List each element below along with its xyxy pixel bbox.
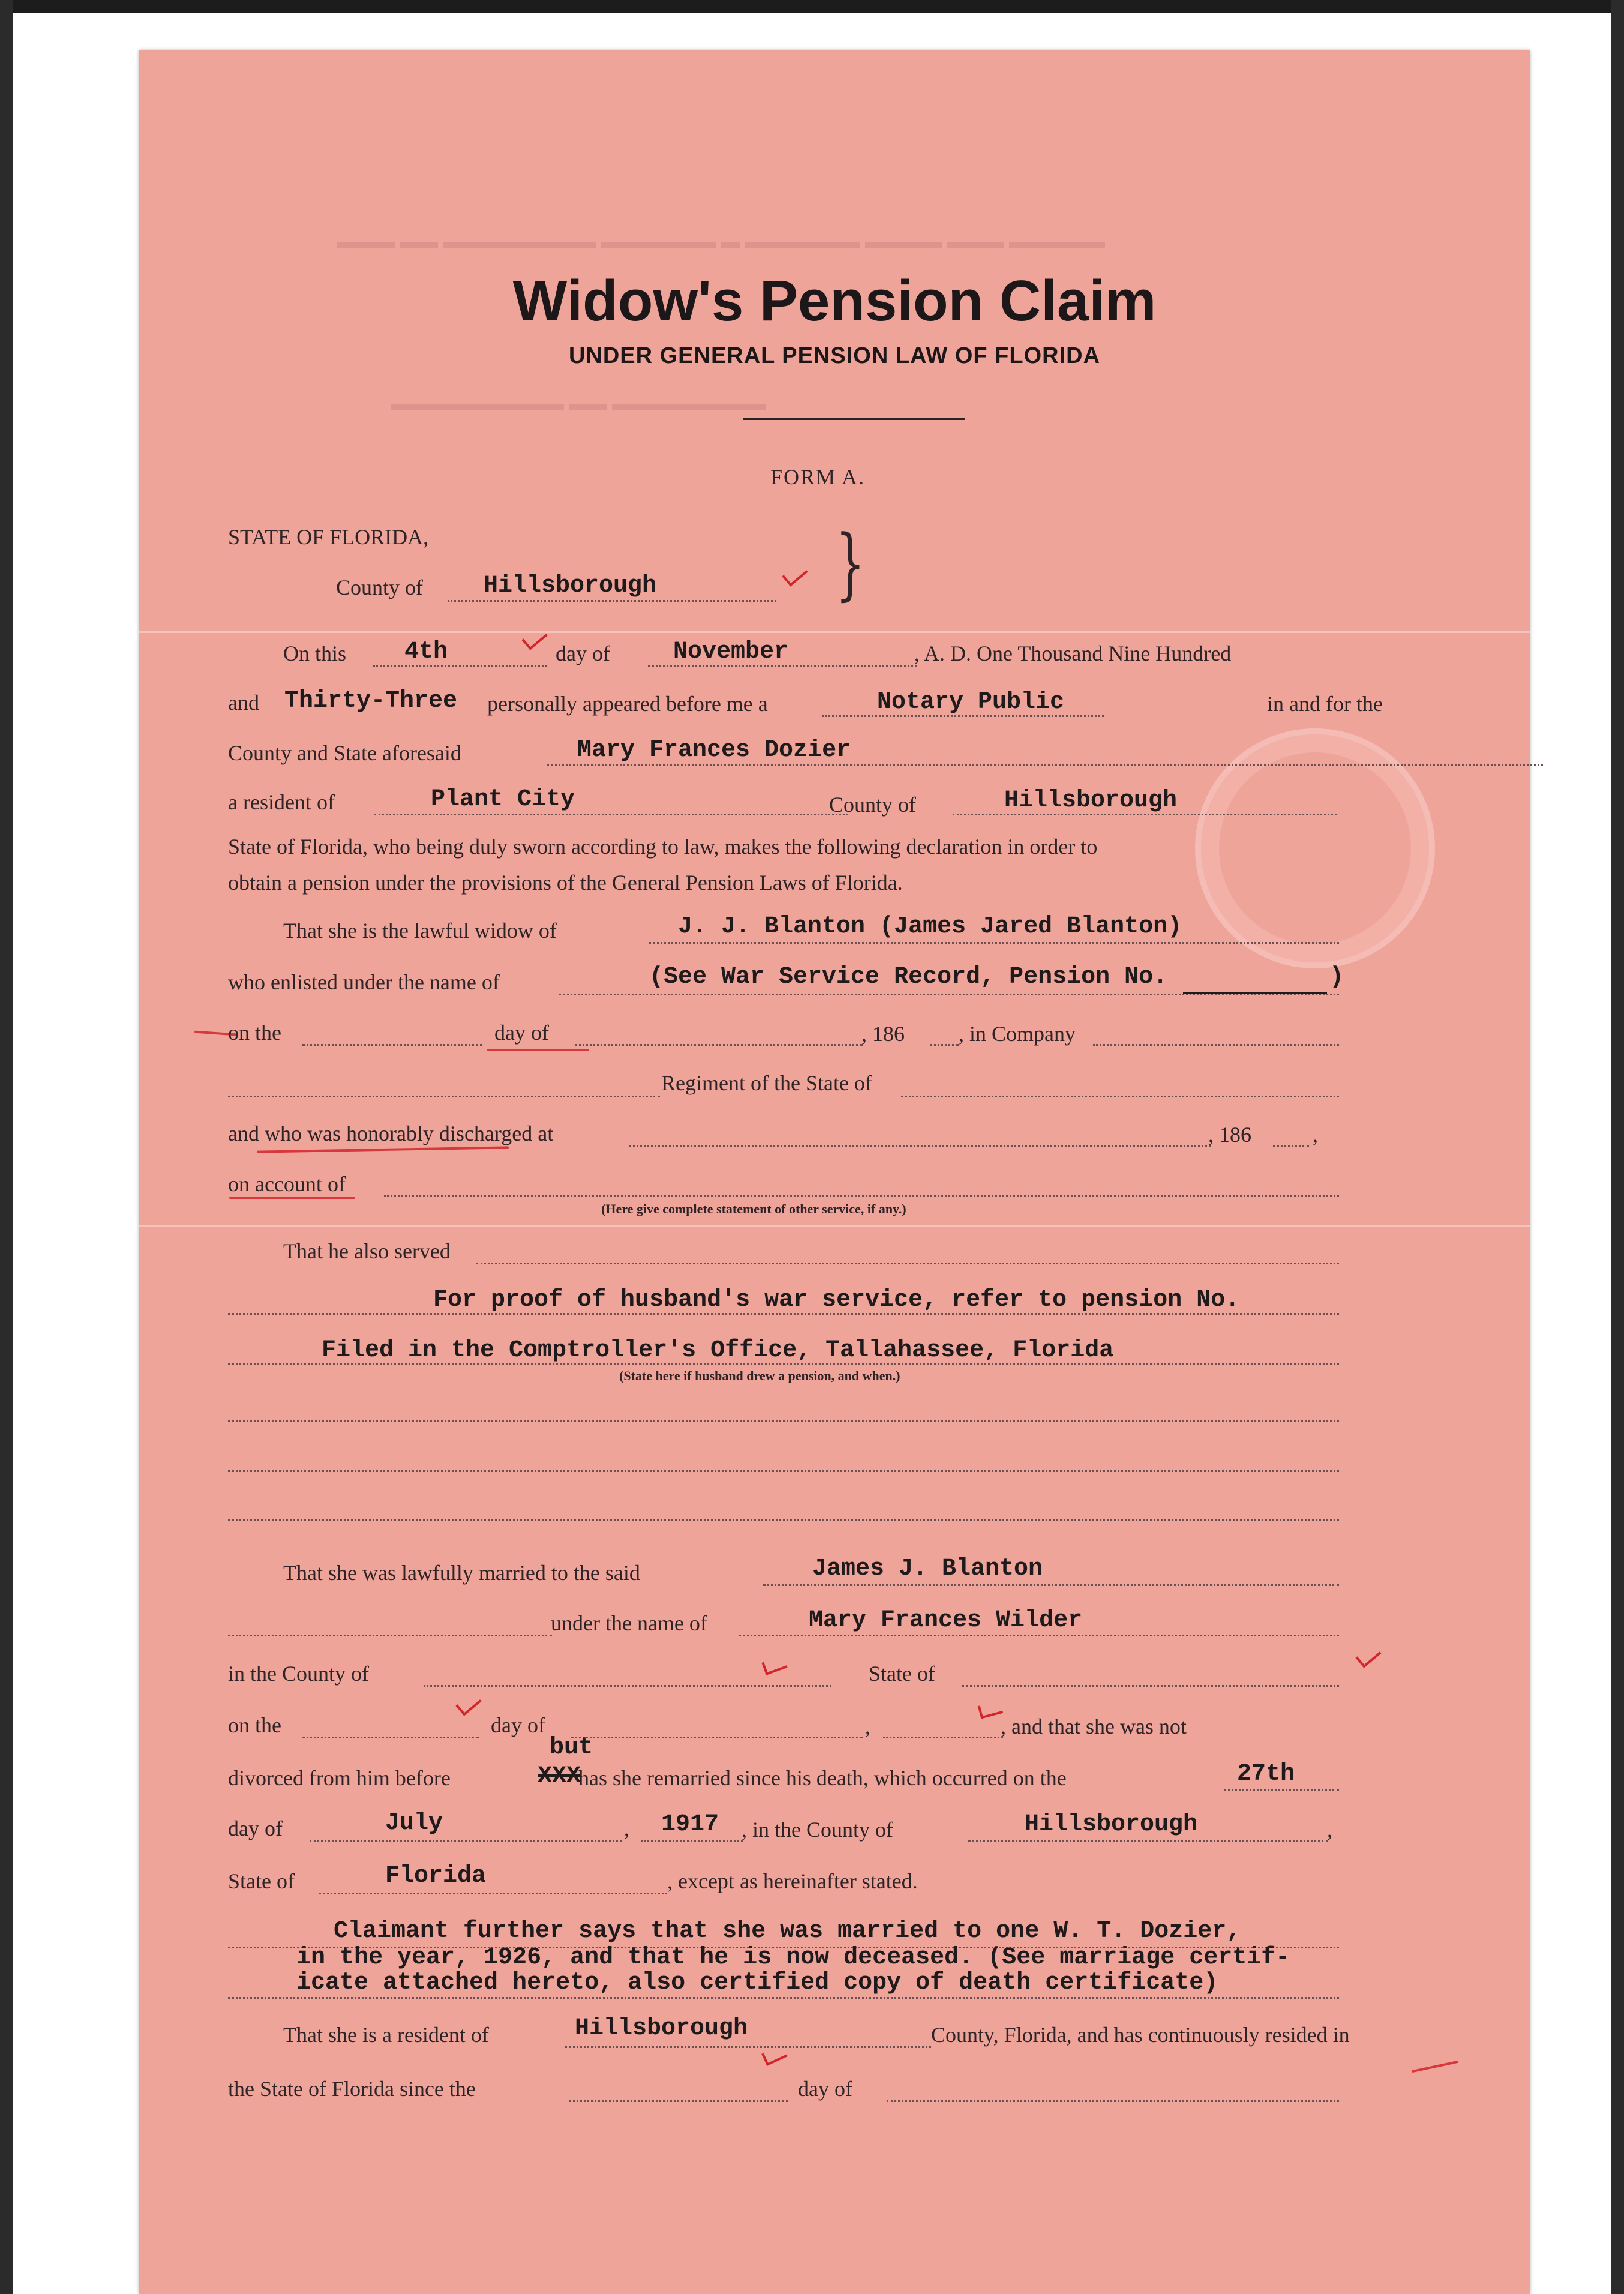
oath-county-of: County of xyxy=(829,793,917,817)
married-to-value: James J. Blanton xyxy=(812,1555,1043,1582)
enlisted-close-paren: ) xyxy=(1329,964,1344,991)
venue-state: STATE OF FLORIDA, xyxy=(228,525,429,549)
enlisted-label: who enlisted under the name of xyxy=(228,970,500,994)
enlist-186: , 186 xyxy=(861,1022,905,1046)
death-day-value: 27th xyxy=(1237,1761,1295,1788)
enlist-month-blank xyxy=(575,1044,863,1046)
marriage-day-of: day of xyxy=(491,1713,545,1737)
paper-fold xyxy=(139,1225,1530,1227)
death-county-label: , in the County of xyxy=(742,1818,893,1842)
enlist-day-blank xyxy=(302,1044,482,1046)
also-served-blank xyxy=(476,1263,1339,1264)
marriage-not-divorced: , and that she was not xyxy=(1001,1714,1187,1738)
married-label: That she was lawfully married to the said xyxy=(283,1561,640,1585)
form-subtitle: UNDER GENERAL PENSION LAW OF FLORIDA xyxy=(568,343,1101,368)
account-of-label: on account of xyxy=(228,1172,346,1196)
marriage-month-blank xyxy=(571,1737,863,1738)
red-check-mark xyxy=(761,1655,787,1675)
county-blank xyxy=(448,600,776,602)
statement-line-1: Claimant further says that she was married to one W. T. Dozier, xyxy=(334,1918,1241,1945)
marriage-on-the: on the xyxy=(228,1713,281,1737)
oath-resident-of: a resident of xyxy=(228,790,335,814)
oath-claimant-value: Mary Frances Dozier xyxy=(577,737,851,764)
filed-value: Filed in the Comptroller's Office, Tallahassee, Florida xyxy=(322,1337,1114,1364)
oath-in-and-for: in and for the xyxy=(1267,692,1383,716)
marriage-county-blank xyxy=(424,1685,831,1687)
regiment-state-blank xyxy=(901,1096,1339,1097)
marriage-day-blank xyxy=(302,1737,479,1738)
statement-line-2: in the year, 1926, and that he is now deceased. (See marriage certif- xyxy=(296,1944,1290,1971)
marriage-year-blank xyxy=(883,1737,1003,1738)
discharge-place-blank xyxy=(629,1145,1211,1147)
oath-and: and xyxy=(228,691,259,715)
enlist-year-blank xyxy=(930,1044,959,1046)
death-year-blank xyxy=(641,1840,743,1842)
filed-note: (State here if husband drew a pension, and when.) xyxy=(619,1368,900,1383)
struck-text: XXX xyxy=(538,1763,581,1790)
venue-county-value: Hillsborough xyxy=(484,572,657,599)
married-to-blank xyxy=(763,1584,1339,1586)
enlist-day-of: day of xyxy=(494,1021,549,1045)
enlisted-value: (See War Service Record, Pension No. xyxy=(649,964,1168,991)
divorced-label: divorced from him before xyxy=(228,1766,451,1790)
marriage-comma: , xyxy=(865,1714,870,1738)
discharge-comma: , xyxy=(1313,1123,1318,1147)
death-day-of: day of xyxy=(228,1816,283,1840)
pension-form-sheet xyxy=(139,50,1530,2294)
enlist-company: , in Company xyxy=(959,1022,1076,1046)
paper-fold xyxy=(139,631,1530,633)
death-end-comma: , xyxy=(1327,1818,1332,1842)
discharge-186: , 186 xyxy=(1208,1123,1251,1147)
enlist-on-the: on the xyxy=(228,1021,281,1045)
regiment-blank xyxy=(228,1096,660,1097)
red-pencil-mark xyxy=(1411,2061,1458,2073)
statement-blank xyxy=(228,1997,1339,1999)
pension-number-blank xyxy=(1183,992,1327,994)
red-check-mark xyxy=(455,1691,481,1716)
red-check-mark xyxy=(521,625,547,650)
oath-day-value: 4th xyxy=(404,638,448,665)
regiment-label: Regiment of the State of xyxy=(661,1071,872,1095)
death-state-value: Florida xyxy=(385,1863,487,1890)
oath-county-state: County and State aforesaid xyxy=(228,741,461,765)
bleed-through-text: ▬▬▬▬▬▬▬▬▬ ▬▬ ▬▬▬▬▬▬▬▬ xyxy=(391,392,766,414)
scan-top-border xyxy=(0,0,1624,13)
marriage-state-blank xyxy=(962,1685,1339,1687)
service-proof-value: For proof of husband's war service, refer to pension No. xyxy=(433,1287,1240,1314)
oath-month-value: November xyxy=(673,638,789,665)
claimant-blank xyxy=(547,764,1543,766)
discharge-year-blank xyxy=(1273,1145,1309,1147)
death-year-value: 1917 xyxy=(661,1811,719,1838)
death-state-label: State of xyxy=(228,1869,295,1893)
except-stated: , except as hereinafter stated. xyxy=(667,1869,918,1893)
marriage-state-label: State of xyxy=(869,1662,935,1686)
red-check-mark xyxy=(978,1700,1003,1719)
oath-declaration-line: State of Florida, who being duly sworn according to law, makes the following declaration in order to xyxy=(228,835,1098,859)
remarried-label: has she remarried since his death, which occurred on the xyxy=(578,1766,1067,1790)
red-check-mark xyxy=(782,562,808,586)
oath-year-value: Thirty-Three xyxy=(284,688,458,715)
title-rule xyxy=(743,418,965,420)
city-blank xyxy=(374,814,848,815)
form-title: Widow's Pension Claim xyxy=(512,269,1157,333)
scan-left-border xyxy=(0,0,13,2294)
oath-county-value: Hillsborough xyxy=(1004,787,1178,814)
maiden-pre-blank xyxy=(228,1635,552,1636)
bleed-through-text: ▬▬▬ ▬▬ ▬▬▬▬▬▬▬▬ ▬▬▬▬▬▬ ▬ ▬▬▬▬▬▬ ▬▬▬▬ ▬▬▬ ▬▬▬▬▬ xyxy=(337,230,1105,252)
blank-line xyxy=(228,1519,1339,1521)
blank-line xyxy=(228,1420,1339,1422)
account-note: (Here give complete statement of other service, if any.) xyxy=(601,1201,906,1216)
red-pencil-mark xyxy=(487,1049,589,1051)
also-served-label: That he also served xyxy=(283,1239,451,1263)
death-day-blank xyxy=(1224,1789,1339,1791)
death-state-blank xyxy=(319,1893,667,1894)
since-label: the State of Florida since the xyxy=(228,2077,476,2101)
death-month-blank xyxy=(310,1840,622,1842)
blank-line xyxy=(228,1470,1339,1472)
death-month-value: July xyxy=(385,1810,443,1837)
husband-blank xyxy=(649,942,1339,944)
oath-appeared: personally appeared before me a xyxy=(487,692,768,716)
red-check-mark xyxy=(1355,1643,1381,1668)
company-blank xyxy=(1093,1044,1339,1046)
death-comma: , xyxy=(624,1816,629,1840)
inserted-but: but xyxy=(550,1734,593,1761)
husband-name-value: J. J. Blanton (James Jared Blanton) xyxy=(678,913,1182,940)
red-pencil-mark xyxy=(229,1197,355,1199)
residence-county-text: County, Florida, and has continuously resided in xyxy=(931,2023,1350,2047)
venue-county-label: County of xyxy=(336,575,424,599)
oath-ad-text: , A. D. One Thousand Nine Hundred xyxy=(914,641,1232,665)
marriage-county-label: in the County of xyxy=(228,1662,369,1686)
oath-on-this: On this xyxy=(283,641,347,665)
form-number: FORM A. xyxy=(770,465,866,489)
oath-city-value: Plant City xyxy=(431,786,575,813)
since-day-blank xyxy=(569,2100,788,2102)
residence-blank xyxy=(565,2046,931,2048)
maiden-name-label: under the name of xyxy=(551,1611,707,1635)
death-county-value: Hillsborough xyxy=(1025,1811,1198,1838)
maiden-name-blank xyxy=(739,1635,1339,1636)
discharged-label: and who was honorably discharged at xyxy=(228,1121,554,1145)
day-blank xyxy=(373,665,547,667)
residence-label: That she is a resident of xyxy=(283,2023,489,2047)
maiden-name-value: Mary Frances Wilder xyxy=(809,1607,1083,1634)
death-county-blank xyxy=(968,1840,1328,1842)
red-pencil-mark xyxy=(257,1146,509,1153)
oath-day-of: day of xyxy=(556,641,610,665)
account-blank xyxy=(384,1195,1339,1197)
widow-of-label: That she is the lawful widow of xyxy=(283,919,557,943)
since-day-of: day of xyxy=(798,2077,852,2101)
venue-brace: } xyxy=(835,518,866,609)
scan-right-border xyxy=(1611,0,1624,2294)
residence-value: Hillsborough xyxy=(575,2015,748,2042)
statement-line-3: icate attached hereto, also certified copy of death certificate) xyxy=(296,1969,1218,1996)
since-month-blank xyxy=(887,2100,1339,2102)
oath-pension-line: obtain a pension under the provisions of the General Pension Laws of Florida. xyxy=(228,871,903,895)
oath-officer-value: Notary Public xyxy=(877,689,1065,716)
